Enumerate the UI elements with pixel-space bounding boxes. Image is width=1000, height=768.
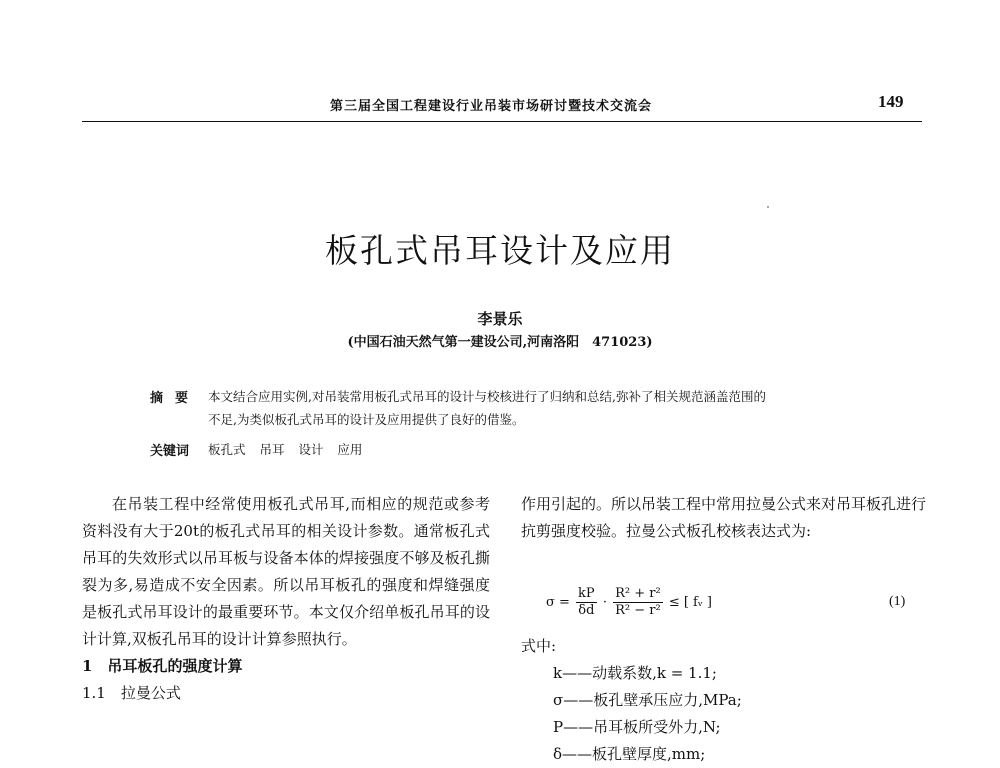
formula-dot: · (602, 595, 607, 610)
variable-sigma: σ——板孔壁承压应力,MPa; (553, 691, 742, 709)
right-column (521, 491, 926, 545)
running-header: 第三届全国工程建设行业吊装市场研讨暨技术交流会 (330, 99, 653, 114)
formula-rhs: ≤ [ fᵥ ] (668, 595, 712, 610)
lame-formula (546, 586, 712, 619)
fraction-2-numerator: R² + r² (615, 586, 661, 601)
article-title: 板孔式吊耳设计及应用 (325, 231, 675, 270)
keywords-label: 关键词 (150, 444, 190, 459)
variable-list (553, 660, 742, 768)
intro-paragraph: 在吊装工程中经常使用板孔式吊耳,而相应的规范或参考资料没有大于20t的板孔式吊耳的相关设计参数。通常板孔式吊耳的失效形式以吊耳板与设备本体的焊接强度不够及板孔撕裂为多,易造成不安全因素。所以吊耳板孔的强度和焊缝强度是板孔式吊耳设计的最重要环节。本文仅介绍单板孔吊耳的设计计算,双板孔吊耳的设计计算参照执行。 (82, 495, 490, 648)
keywords-text: 板孔式 吊耳 设计 应用 (208, 442, 363, 457)
left-column (82, 491, 490, 707)
variable-p: P——吊耳板所受外力,N; (553, 718, 721, 736)
variable-k: k——动载系数,k = 1.1; (553, 664, 717, 682)
abstract-label: 摘要 (150, 391, 201, 406)
right-paragraph: 作用引起的。所以吊装工程中常用拉曼公式来对吊耳板孔进行抗剪强度校验。拉曼公式板孔校核表达式为: (521, 495, 927, 540)
page-number: 149 (878, 92, 904, 111)
abstract-text-line-2: 不足,为类似板孔式吊耳的设计及应用提供了良好的借鉴。 (208, 412, 525, 427)
author-name: 李景乐 (477, 310, 523, 328)
variable-delta: δ——板孔壁厚度,mm; (553, 745, 706, 763)
fraction-2-denominator: R² − r² (615, 603, 661, 618)
formula-lhs: σ = (546, 595, 570, 610)
formula-fraction-1 (576, 586, 597, 619)
fraction-1-denominator: δd (578, 603, 595, 618)
fraction-1-numerator: kP (578, 586, 595, 601)
author-affiliation: (中国石油天然气第一建设公司,河南洛阳 471023) (347, 335, 653, 350)
header-rule (82, 121, 922, 122)
scan-speck (767, 206, 769, 208)
subsection-heading-1-1: 1.1 拉曼公式 (82, 684, 181, 702)
formula-fraction-2 (613, 586, 663, 619)
where-label: 式中: (521, 637, 557, 655)
formula-number: (1) (889, 594, 906, 609)
section-heading-1: 1 吊耳板孔的强度计算 (82, 657, 243, 675)
abstract-text-line-1: 本文结合应用实例,对吊装常用板孔式吊耳的设计与校核进行了归纳和总结,弥补了相关规范涵盖范围的 (208, 389, 766, 404)
